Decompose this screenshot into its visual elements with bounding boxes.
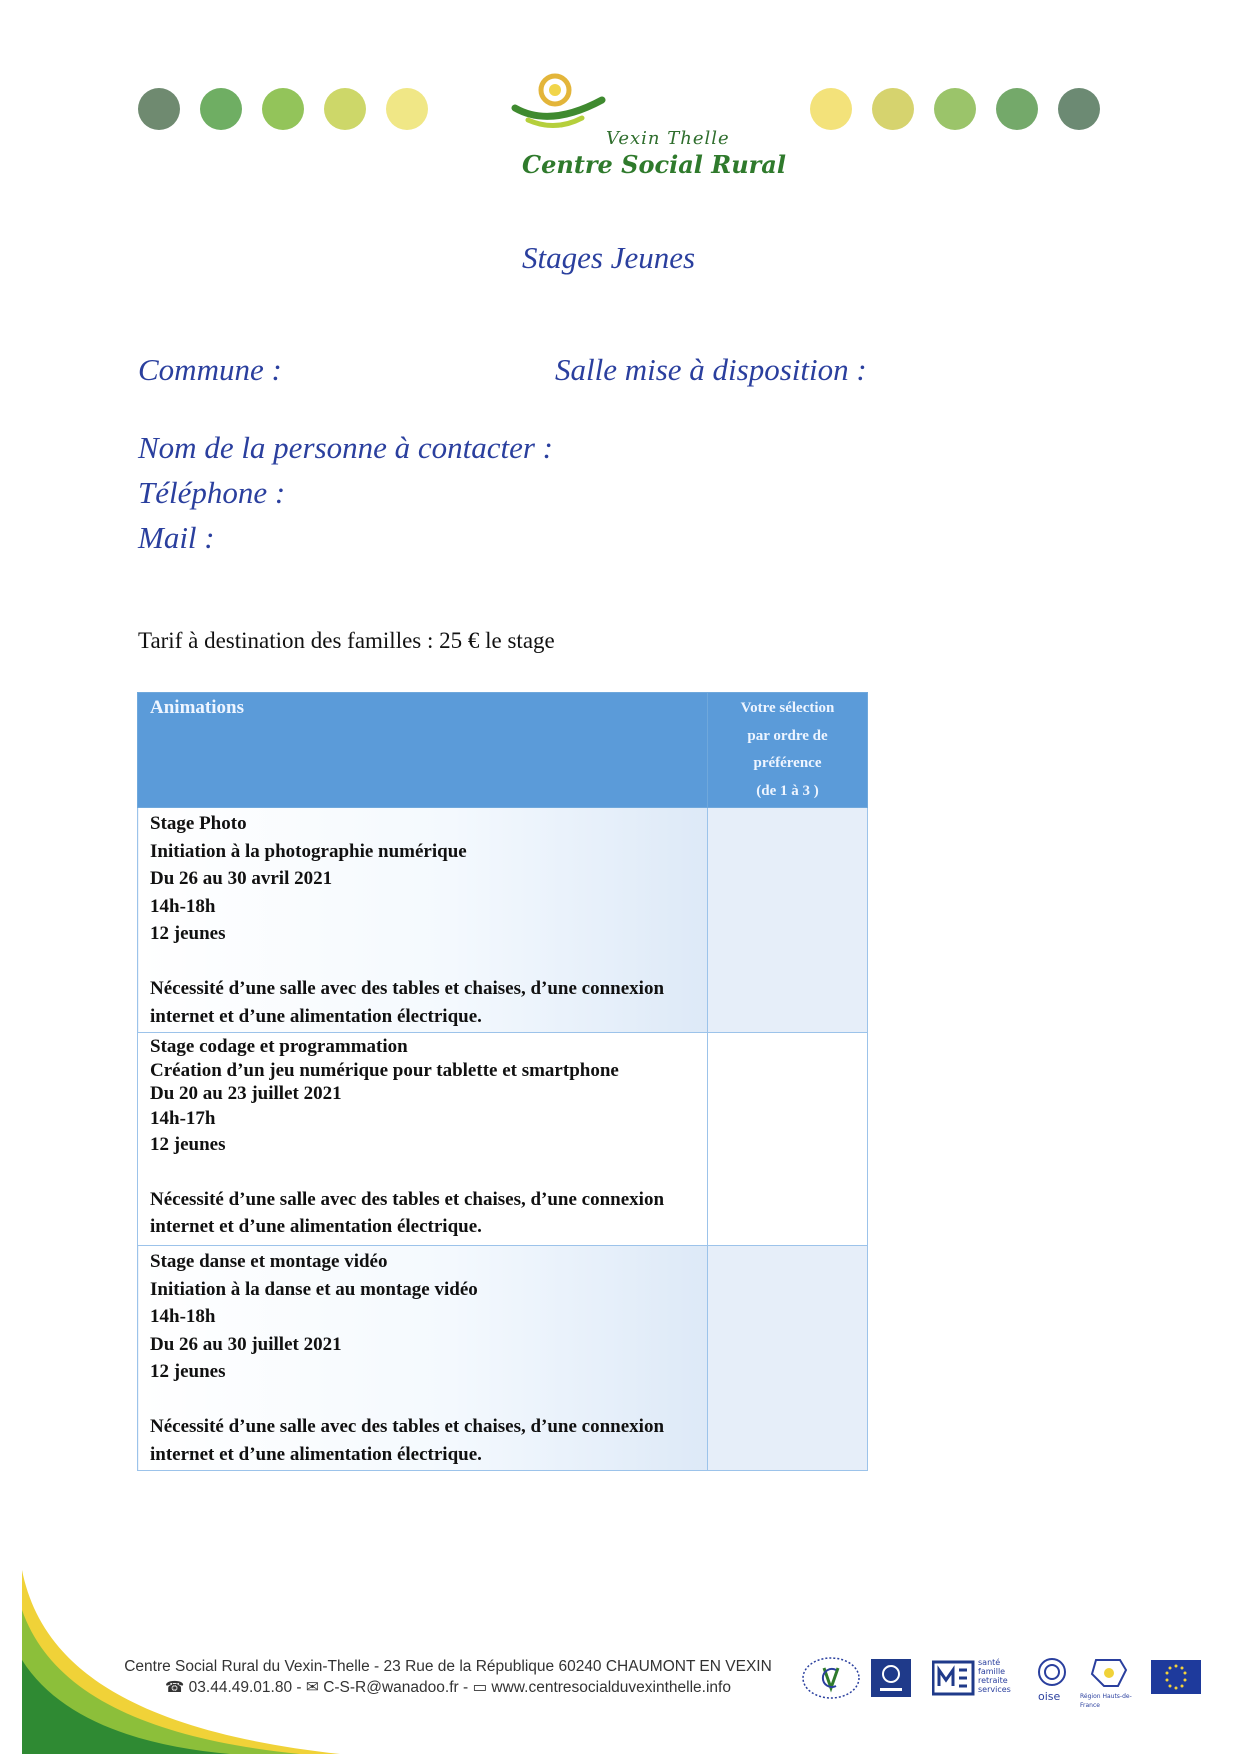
decorative-dot (262, 88, 304, 130)
stage-requirement: Nécessité d’une salle avec des tables et chaises, d’une connexion (150, 1416, 665, 1437)
footer-phone: 03.44.49.01.80 (188, 1679, 293, 1696)
decorative-dot (996, 88, 1038, 130)
stage-requirement: internet et d’une alimentation électrique. (150, 1443, 482, 1465)
stage-hours: 14h-17h (150, 1107, 216, 1129)
stage-hours: 14h-18h (150, 895, 216, 917)
decorative-dot (324, 88, 366, 130)
stage-title: Stage danse et montage vidéo (150, 1251, 388, 1272)
stage-description: Initiation à la danse et au montage vidéo (150, 1278, 478, 1300)
decorative-dot (386, 88, 428, 130)
decorative-dot (138, 88, 180, 130)
table-row (138, 808, 868, 1033)
stage-dates: Du 26 au 30 avril 2021 (150, 868, 333, 889)
stage-requirement: internet et d’une alimentation électrique. (150, 1005, 482, 1027)
decorative-dot (810, 88, 852, 130)
page-title: Stages Jeunes (522, 240, 696, 275)
eu-flag-icon (1150, 1656, 1202, 1700)
stage-dates: Du 20 au 23 juillet 2021 (150, 1083, 342, 1104)
contact-label: Nom de la personne à contacter : (138, 430, 553, 465)
commune-label: Commune : (138, 352, 282, 387)
msa-label: santé famille retraite services (978, 1658, 1011, 1694)
stage-capacity: 12 jeunes (150, 1361, 226, 1382)
stage-requirement: Nécessité d’une salle avec des tables et chaises, d’une connexion (150, 1188, 665, 1210)
selection-cell[interactable] (708, 1246, 868, 1471)
logo-subtitle: Vexin Thelle (606, 128, 730, 149)
region-label: Région Hauts-de-France (1080, 1693, 1132, 1709)
animations-table (137, 692, 868, 1471)
column-header-animations: Animations (138, 693, 708, 808)
animation-cell (138, 1246, 708, 1471)
footer-address: Centre Social Rural du Vexin-Thelle - 23 Rue de la République 60240 CHAUMONT EN VEXIN (124, 1658, 772, 1675)
stage-title: Stage Photo (150, 813, 247, 834)
animation-cell (138, 1033, 708, 1246)
oise-label: oise (1038, 1690, 1061, 1703)
footer-website[interactable]: www.centresocialduvexinthelle.info (491, 1679, 731, 1696)
stage-description: Création d’un jeu numérique pour tablette et smartphone (150, 1059, 619, 1081)
selection-cell[interactable] (708, 808, 868, 1033)
telephone-label: Téléphone : (138, 475, 286, 510)
stage-capacity: 12 jeunes (150, 923, 226, 944)
stage-requirement: Nécessité d’une salle avec des tables et chaises, d’une connexion (150, 978, 665, 999)
stage-dates: Du 26 au 30 juillet 2021 (150, 1333, 342, 1355)
stage-title: Stage codage et programmation (150, 1036, 408, 1057)
selection-cell[interactable] (708, 1033, 868, 1246)
animation-cell (138, 808, 708, 1033)
decorative-dot (200, 88, 242, 130)
stage-hours: 14h-18h (150, 1306, 216, 1327)
decorative-dot (872, 88, 914, 130)
associations-familiales-logo-icon (870, 1656, 912, 1700)
table-row (138, 1246, 868, 1471)
stage-description: Initiation à la photographie numérique (150, 840, 467, 862)
phone-icon: ☎ (165, 1679, 185, 1696)
decorative-dot (934, 88, 976, 130)
cvc-seal-icon (800, 1656, 862, 1700)
salle-label: Salle mise à disposition : (555, 352, 867, 387)
footer-email[interactable]: C-S-R@wanadoo.fr (323, 1679, 459, 1696)
decorative-dot (1058, 88, 1100, 130)
stage-requirement: internet et d’une alimentation électrique. (150, 1216, 482, 1237)
footer-contact: Centre Social Rural du Vexin-Thelle - 23 Rue de la République 60240 CHAUMONT EN VEXIN ☎ 03.44.49.01.80 - ✉ C-S-R@wanadoo.fr - ▭ www.centresocialduvexinthelle.info (118, 1656, 778, 1698)
envelope-icon: ✉ (305, 1679, 319, 1696)
table-row (138, 1033, 868, 1246)
logo-name: Centre Social Rural (522, 150, 786, 179)
tarif-text: Tarif à destination des familles : 25 € le stage (138, 628, 555, 653)
mail-label: Mail : (138, 520, 215, 555)
stage-capacity: 12 jeunes (150, 1133, 226, 1155)
column-header-selection: Votre sélection par ordre de préférence (de 1 à 3 ) (708, 693, 868, 808)
computer-icon: ▭ (472, 1679, 488, 1696)
